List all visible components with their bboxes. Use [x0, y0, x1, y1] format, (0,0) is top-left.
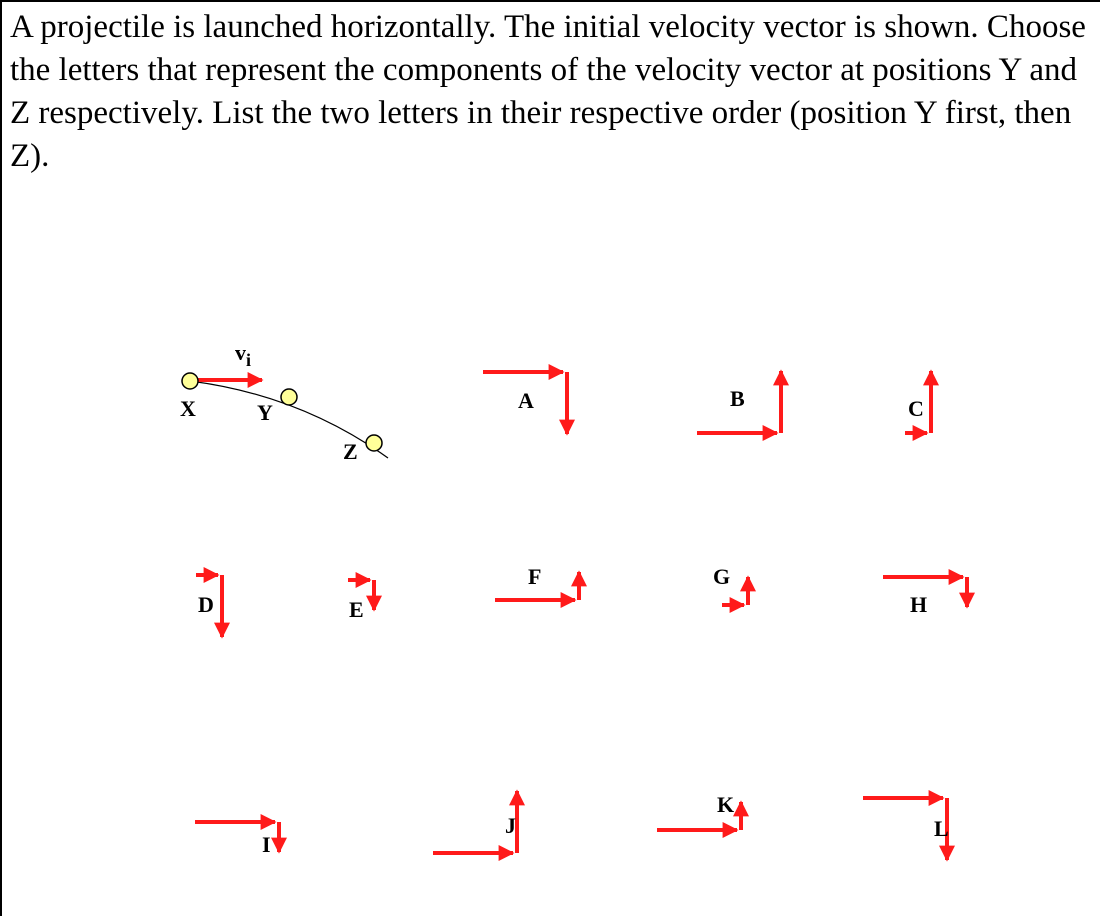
option-b	[697, 371, 781, 433]
velocity-label: $v_i$	[235, 340, 252, 370]
option-i-label: I	[262, 832, 271, 857]
trajectory	[180, 340, 388, 464]
option-e	[348, 580, 374, 622]
option-c-label: C	[908, 396, 924, 421]
option-c	[905, 371, 931, 433]
option-l	[863, 798, 949, 860]
point-label-x: X	[180, 396, 196, 421]
option-b-label: B	[730, 386, 745, 411]
option-i	[195, 822, 279, 857]
option-d	[196, 575, 222, 637]
answer-options	[195, 371, 967, 860]
option-g	[713, 564, 748, 605]
option-k-label: K	[717, 792, 735, 817]
point-label-z: Z	[343, 439, 358, 464]
option-j	[433, 791, 517, 853]
option-f-label: F	[528, 564, 542, 589]
option-e-label: E	[349, 597, 364, 622]
option-a	[483, 372, 567, 434]
option-d-label: D	[198, 592, 214, 617]
ball-z	[366, 435, 382, 451]
option-h	[883, 577, 967, 617]
option-j-label: J	[505, 813, 516, 838]
option-g-label: G	[713, 564, 731, 589]
ball-y	[281, 389, 297, 405]
option-h-label: H	[910, 592, 928, 617]
point-label-y: Y	[257, 400, 273, 425]
question-text: A projectile is launched horizontally. The initial velocity vector is shown. Choose the letters that represent the components of the velocity vector at positions Y and Z respectively. List the two letters in their respective order (position Y first, then Z).	[10, 9, 1086, 174]
option-l-label: L	[934, 816, 949, 841]
option-k	[657, 792, 741, 830]
ball-x	[182, 373, 198, 389]
option-a-label: A	[518, 388, 534, 413]
option-f	[495, 564, 579, 600]
